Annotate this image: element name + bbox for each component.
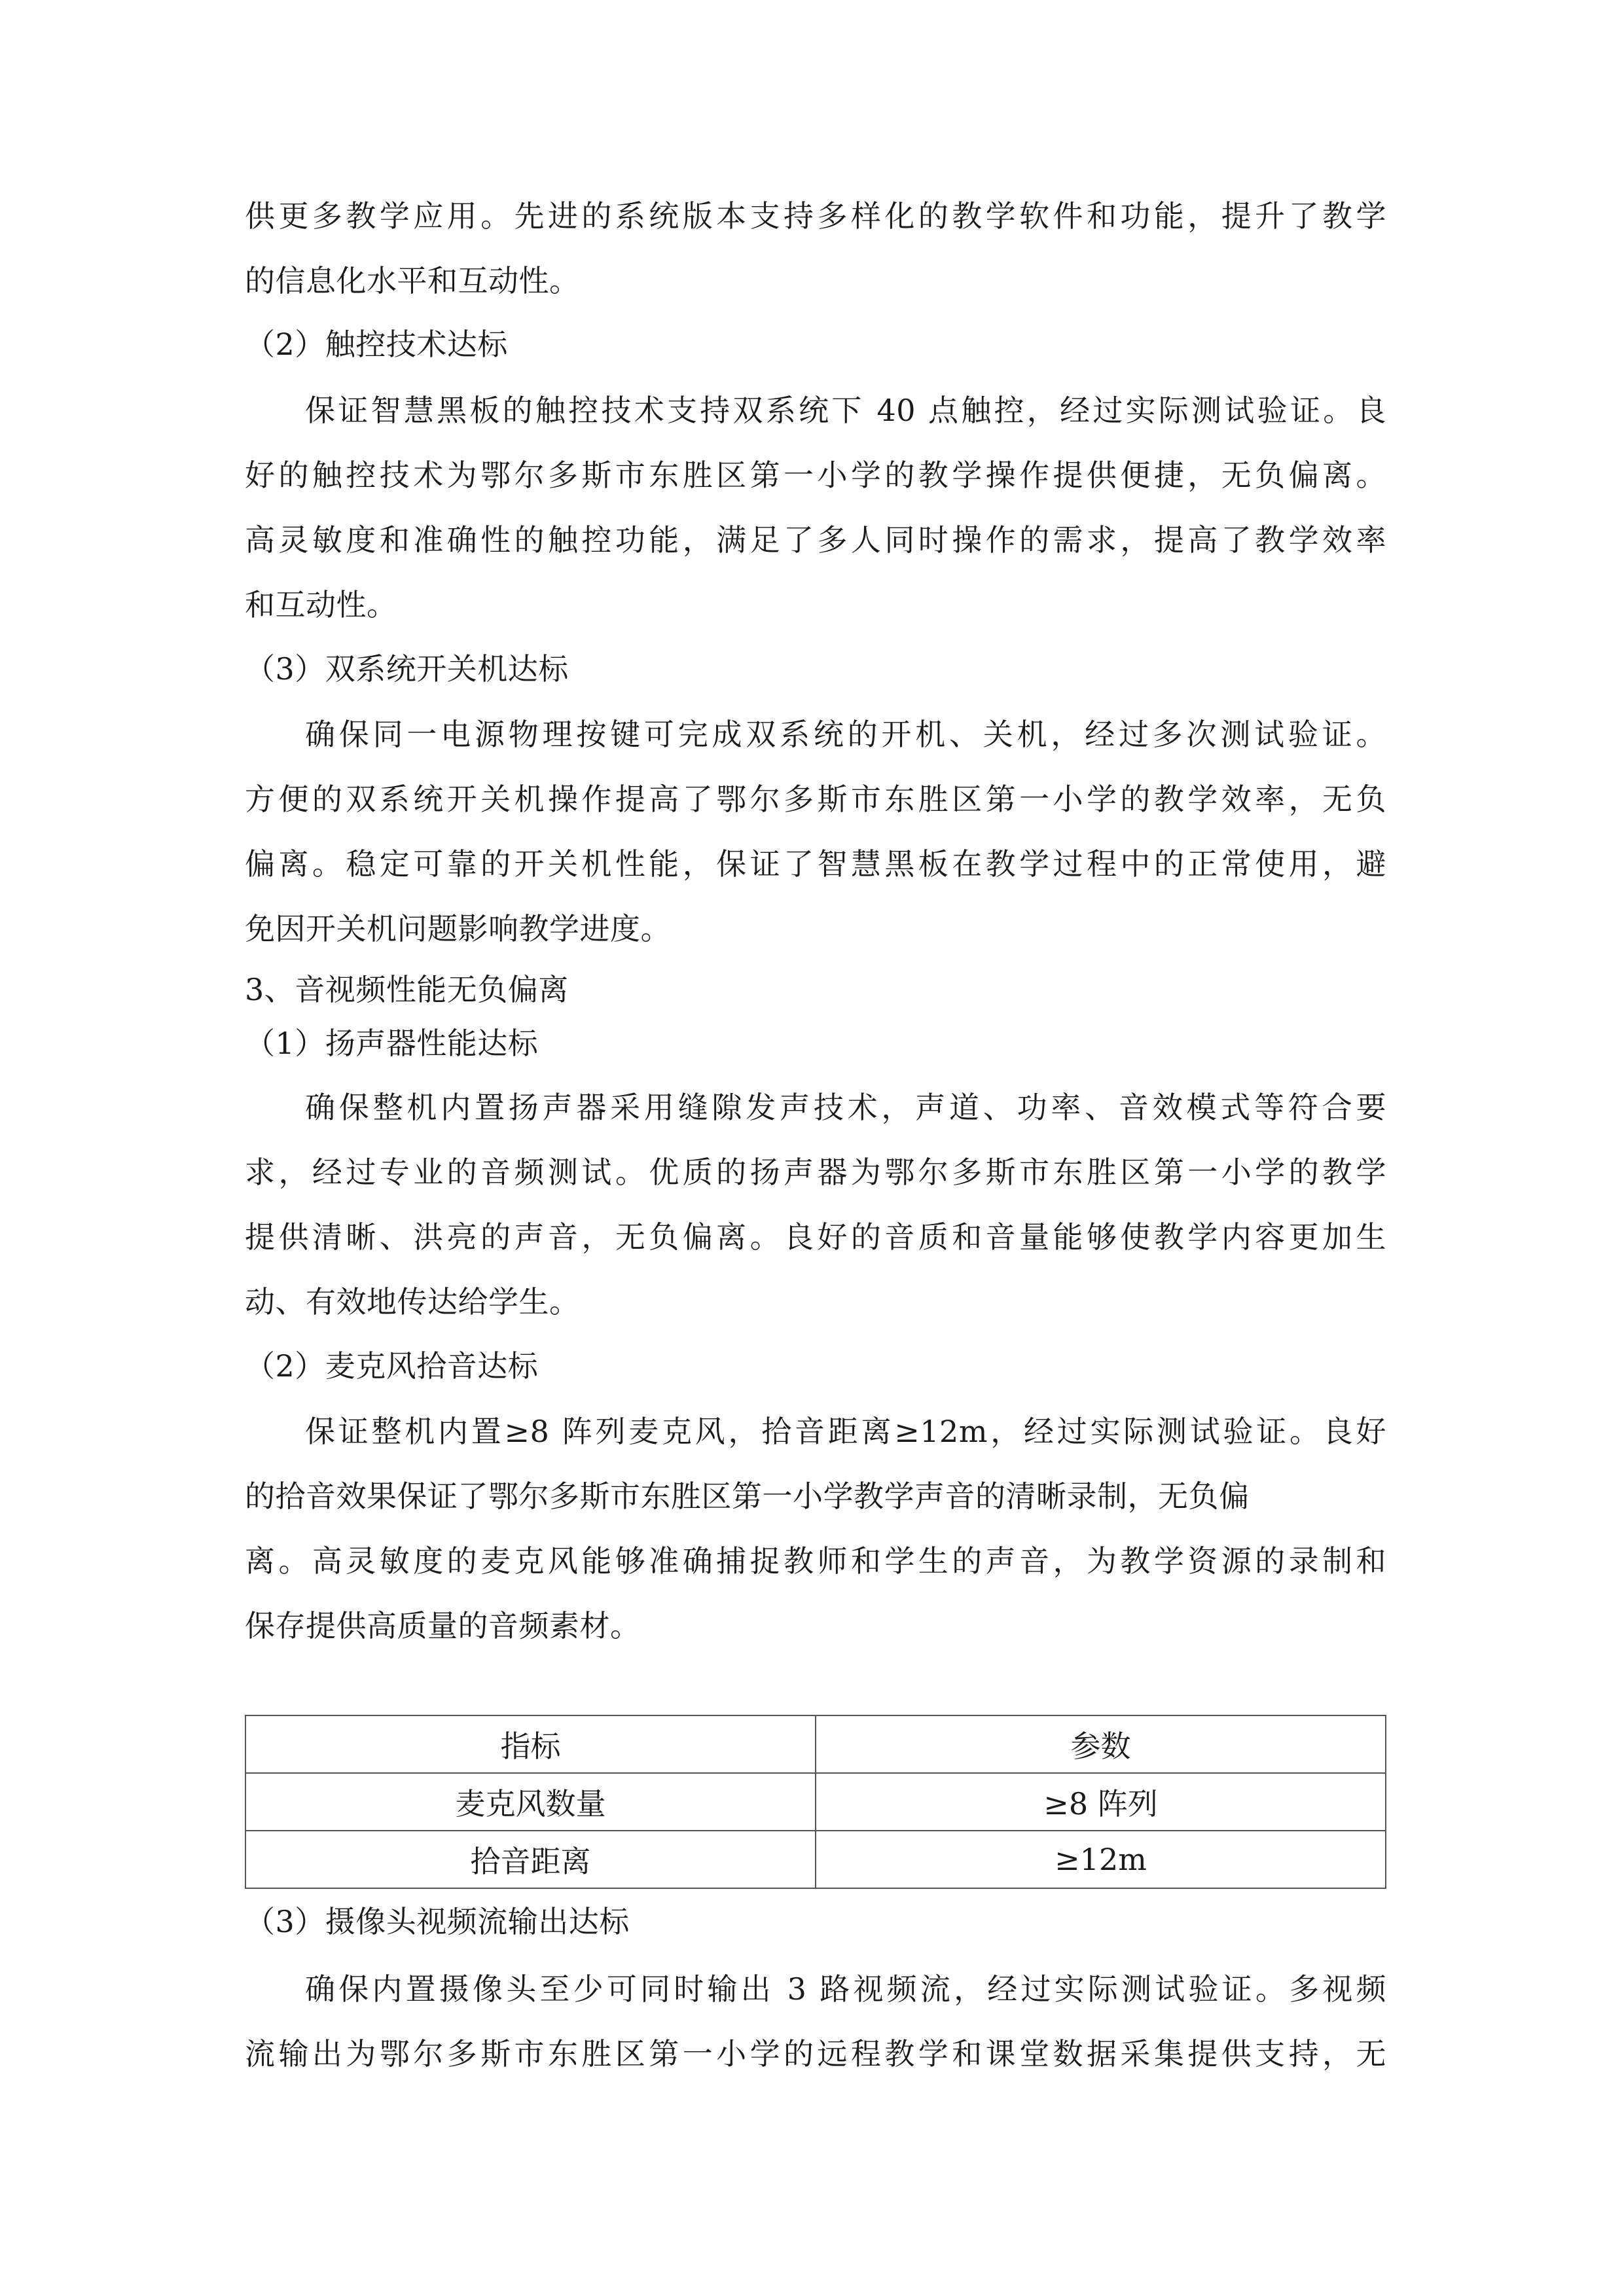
paragraph-line: 确保同一电源物理按键可完成双系统的开机、关机，经过多次测试验证。 [305, 717, 1386, 752]
table-cell: 麦克风数量 [245, 1773, 816, 1831]
paragraph-line: 确保整机内置扬声器采用缝隙发声技术，声道、功率、音效模式等符合要 [305, 1090, 1386, 1125]
paragraph-line: 好的触控技术为鄂尔多斯市东胜区第一小学的教学操作提供便捷，无负偏离。 [245, 457, 1386, 493]
paragraph-line: 和互动性。 [245, 587, 397, 622]
paragraph-line: 流输出为鄂尔多斯市东胜区第一小学的远程教学和课堂数据采集提供支持，无 [245, 2036, 1386, 2072]
table-cell: ≥12m [816, 1831, 1386, 1888]
paragraph-line: 保证智慧黑板的触控技术支持双系统下 40 点触控，经过实际测试验证。良 [305, 393, 1386, 428]
paragraph-line: 动、有效地传达给学生。 [245, 1284, 580, 1319]
paragraph-line: 离。高灵敏度的麦克风能够准确捕捉教师和学生的声音，为教学资源的录制和 [245, 1543, 1386, 1579]
table-cell: 拾音距离 [245, 1831, 816, 1888]
table-row [245, 1773, 1386, 1831]
table-row [245, 1831, 1386, 1888]
paragraph-line: 求，经过专业的音频测试。优质的扬声器为鄂尔多斯市东胜区第一小学的教学 [245, 1155, 1386, 1190]
paragraph-line: 提供清晰、洪亮的声音，无负偏离。良好的音质和音量能够使教学内容更加生 [245, 1219, 1386, 1255]
paragraph-line: 免因开关机问题影响教学进度。 [245, 911, 671, 946]
table-cell: ≥8 阵列 [816, 1773, 1386, 1831]
section-heading-touch: （2）触控技术达标 [245, 327, 508, 362]
paragraph-line: 的拾音效果保证了鄂尔多斯市东胜区第一小学教学声音的清晰录制，无负偏 [245, 1479, 1250, 1514]
paragraph-line: 确保内置摄像头至少可同时输出 3 路视频流，经过实际测试验证。多视频 [305, 1971, 1386, 2007]
paragraph-line: 的信息化水平和互动性。 [245, 263, 580, 298]
paragraph-line: 保证整机内置≥8 阵列麦克风，拾音距离≥12m，经过实际测试验证。良好 [305, 1414, 1386, 1449]
table-header-cell: 参数 [816, 1715, 1386, 1773]
section-heading-speaker: （1）扬声器性能达标 [245, 1026, 539, 1061]
paragraph-line: 方便的双系统开关机操作提高了鄂尔多斯市东胜区第一小学的教学效率，无负 [245, 781, 1386, 817]
paragraph-line: 保存提供高质量的音频素材。 [245, 1608, 641, 1643]
parameter-table [245, 1715, 1386, 1889]
paragraph-line: 供更多教学应用。先进的系统版本支持多样化的教学软件和功能，提升了教学 [245, 198, 1386, 234]
section-heading-av: 3、音视频性能无负偏离 [245, 972, 569, 1007]
paragraph-line: 偏离。稳定可靠的开关机性能，保证了智慧黑板在教学过程中的正常使用，避 [245, 846, 1386, 882]
section-heading-power: （3）双系统开关机达标 [245, 651, 569, 687]
table-header-cell: 指标 [245, 1715, 816, 1773]
table-header-row [245, 1715, 1386, 1773]
section-heading-mic: （2）麦克风拾音达标 [245, 1348, 539, 1384]
section-heading-camera: （3）摄像头视频流输出达标 [245, 1904, 630, 1939]
paragraph-line: 高灵敏度和准确性的触控功能，满足了多人同时操作的需求，提高了教学效率 [245, 522, 1386, 558]
